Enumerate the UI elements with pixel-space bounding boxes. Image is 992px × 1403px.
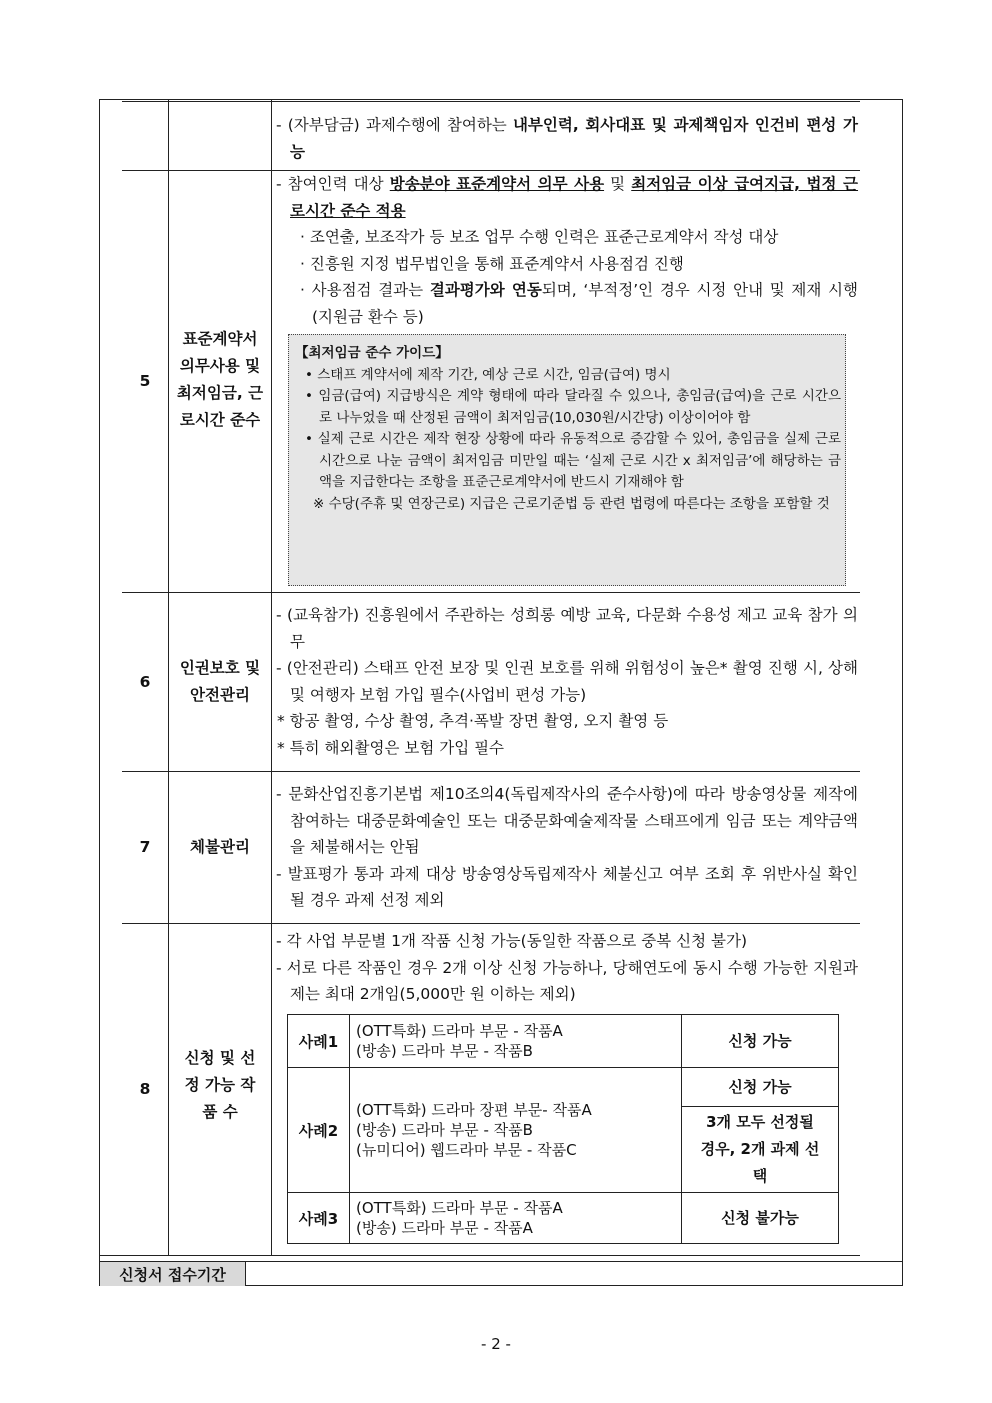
- case-description: (OTT특화) 드라마 부문 - 작품A (방송) 드라마 부문 - 작품B: [350, 1015, 682, 1068]
- case-description: (OTT특화) 드라마 장편 부문- 작품A (방송) 드라마 부문 - 작품B (뉴미디어) 웹드라마 부문 - 작품C: [350, 1068, 682, 1193]
- row8-content: [276, 928, 858, 1008]
- row6-dash1: - (교육참가) 진흥원에서 주관하는 성희롱 예방 교육, 다문화 수용성 제고 교육 참가 의무: [276, 606, 858, 651]
- row6-content: [276, 602, 858, 761]
- case-row-3: [288, 1193, 839, 1244]
- row8-number: 8: [139, 1080, 151, 1098]
- guide-bullet-1: • 스태프 계약서에 제작 기간, 예상 근로 시간, 임금(급여) 명시: [305, 366, 671, 383]
- guide-bullet-2: • 임금(급여) 지급방식은 계약 형태에 따라 달라질 수 있으나, 총임금(급여)을 근로 시간으로 나누었을 때 산정된 금액이 최저임금(10,030원/시간당) 이상이어야 함: [305, 388, 841, 426]
- min-wage-guide-box: [288, 334, 846, 586]
- application-period-label: 신청서 접수기간: [100, 1262, 245, 1286]
- page-number: - 2 -: [481, 1335, 511, 1353]
- row5-sub2: · 진흥원 지정 법무법인을 통해 표준계약서 사용점검 진행: [300, 254, 684, 273]
- case-label: 사례1: [288, 1015, 350, 1068]
- case-description: (OTT특화) 드라마 부문 - 작품A (방송) 드라마 부문 - 작품A: [350, 1193, 682, 1244]
- row5-title: 표준계약서 의무사용 및 최저임금, 근로시간 준수: [176, 330, 264, 429]
- row6-dash2: - (안전관리) 스태프 안전 보장 및 인권 보호를 위해 위험성이 높은* 촬영 진행 시, 상해 및 여행자 보험 가입 필수(사업비 편성 가능): [276, 659, 858, 704]
- case-result-note: 3개 모두 선정될 경우, 2개 과제 선택: [682, 1107, 839, 1193]
- row5-number: 5: [139, 372, 151, 390]
- row4-content: [276, 112, 858, 165]
- row4-dash: - (자부담금) 과제수행에 참여하는 내부인력, 회사대표 및 과제책임자 인건비 편성 가능: [276, 116, 858, 161]
- row6-note2: * 특히 해외촬영은 보험 가입 필수: [277, 738, 505, 757]
- row-top-line: [122, 101, 860, 102]
- guide-reference-note: ※ 수당(주휴 및 연장근로) 지급은 근로기준법 등 관련 법령에 따른다는 조항을 포함할 것: [313, 495, 830, 512]
- case-row-1: [288, 1015, 839, 1068]
- row5-content: [276, 171, 858, 330]
- row-bottom-line: [99, 1255, 860, 1256]
- row6-number: 6: [139, 672, 151, 691]
- case-label: 사례2: [288, 1068, 350, 1193]
- case-result: 신청 가능: [682, 1068, 839, 1107]
- row7-content: [276, 781, 858, 914]
- guide-title: 【최저임금 준수 가이드】: [295, 345, 449, 361]
- cases-table: [287, 1014, 839, 1244]
- row7-title: 체불관리: [190, 838, 250, 856]
- row6-note1: * 항공 촬영, 수상 촬영, 추격·폭발 장면 촬영, 오지 촬영 등: [277, 712, 669, 730]
- row5-sub3: · 사용점검 결과는 결과평가와 연동되며, ‘부적정’인 경우 시정 안내 및 제재 시행(지원금 환수 등): [300, 281, 858, 326]
- row7-number: 7: [139, 838, 151, 856]
- row-divider-8: [122, 923, 860, 924]
- row5-dash1: - 참여인력 대상 방송분야 표준계약서 의무 사용 및 최저임금 이상 급여지급, 법정 근로시간 준수 적용: [276, 175, 859, 220]
- row7-dash2: - 발표평가 통과 과제 대상 방송영상독립제작사 체불신고 여부 조회 후 위반사실 확인될 경우 과제 선정 제외: [276, 864, 858, 909]
- case-row-2a: [288, 1068, 839, 1107]
- row6-title: 인권보호 및 안전관리: [179, 659, 261, 704]
- row8-title: 신청 및 선정 가능 작품 수: [184, 1048, 256, 1121]
- row8-dash2: - 서로 다른 작품인 경우 2개 이상 신청 가능하나, 당해연도에 동시 수행 가능한 지원과제는 최대 2개임(5,000만 원 이하는 제외): [276, 958, 858, 1003]
- guide-bullet-3: • 실제 근로 시간은 제작 현장 상황에 따라 유동적으로 증감할 수 있어, 총임금을 실제 근로 시간으로 나눈 금액이 최저임금 미만일 때는 ‘실제 근로 시간 x 최저임금’에 해당하는 금액을 지급한다는 조항을 표준근로계약서에 반드시 기재해야 함: [305, 431, 841, 490]
- row8-dash1: - 각 사업 부문별 1개 작품 신청 가능(동일한 작품으로 중복 신청 불가): [276, 932, 748, 950]
- row7-dash1: - 문화산업진흥기본법 제10조의4(독립제작사의 준수사항)에 따라 방송영상물 제작에 참여하는 대중문화예술인 또는 대중문화예술제작물 스태프에게 임금 또는 계약금액을 체불해서는 안됨: [276, 785, 858, 856]
- row5-sub1: · 조연출, 보조작가 등 보조 업무 수행 인력은 표준근로계약서 작성 대상: [300, 228, 779, 246]
- col-divider-2: [271, 99, 272, 1256]
- case-result: 신청 가능: [682, 1015, 839, 1068]
- case-result: 신청 불가능: [682, 1193, 839, 1244]
- case-label: 사례3: [288, 1193, 350, 1244]
- footer-divider: [245, 1261, 246, 1286]
